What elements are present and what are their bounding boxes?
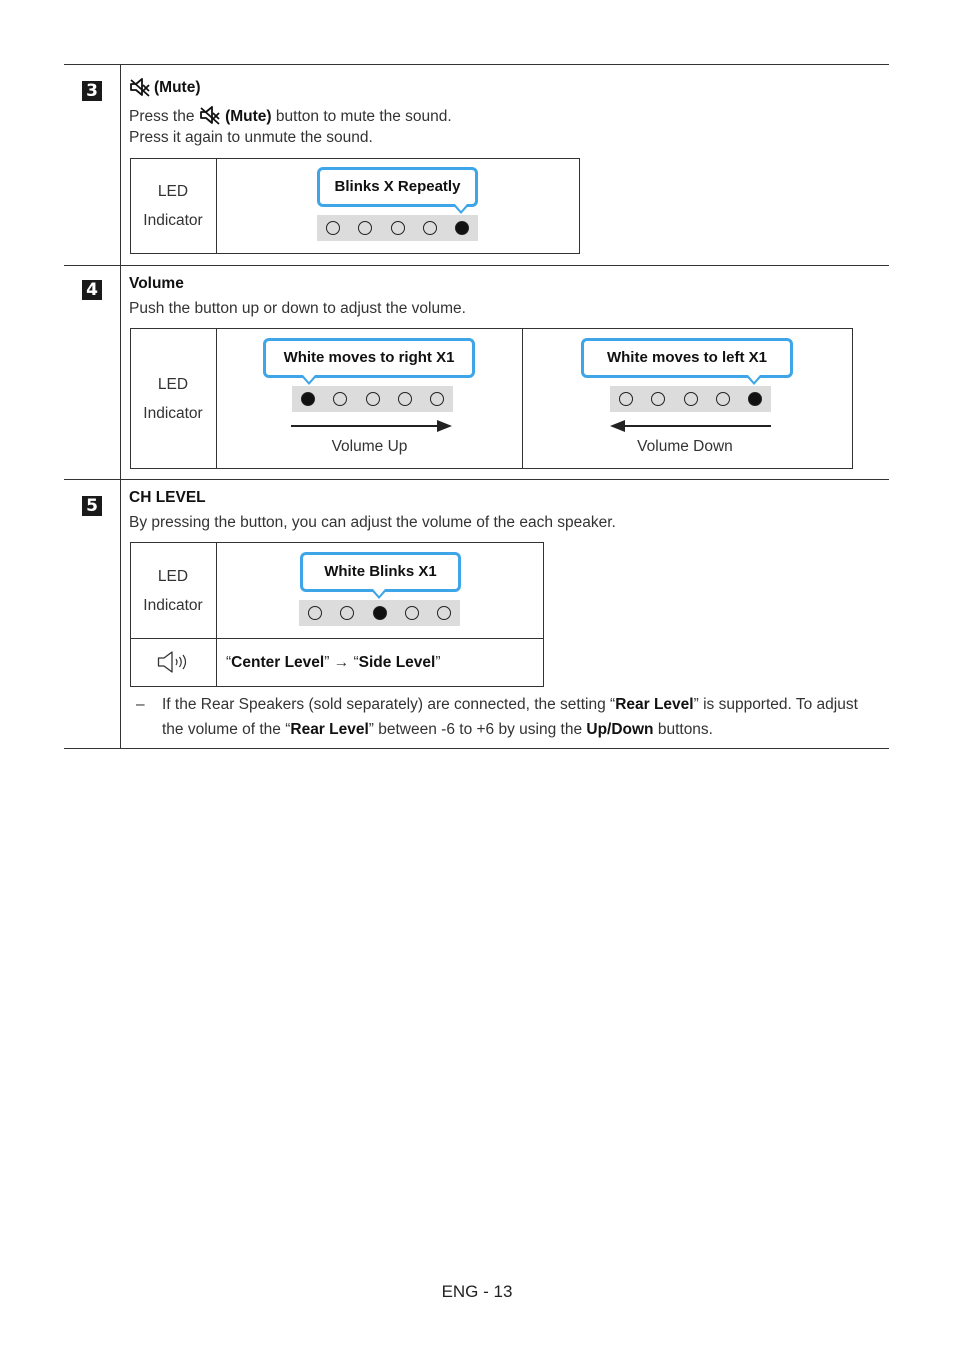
led-label xyxy=(130,562,216,620)
mute-icon xyxy=(129,76,151,103)
led-label-line1: LED xyxy=(157,183,189,200)
table-divider xyxy=(216,328,217,469)
row-divider xyxy=(64,265,889,266)
table-divider xyxy=(130,638,544,639)
led-dot-off xyxy=(391,221,405,235)
led-dot-off xyxy=(423,221,437,235)
led-dot-off xyxy=(366,392,380,406)
arrow-right-icon: → xyxy=(333,654,350,671)
note-text: If the Rear Speakers (sold separately) are connected, the setting “ xyxy=(162,696,616,713)
note-line2 xyxy=(162,721,713,739)
bottom-rule xyxy=(64,748,889,749)
section-number-5: 5 xyxy=(82,496,102,516)
led-label-line2: Indicator xyxy=(143,405,203,422)
led-label-line1: LED xyxy=(157,568,189,585)
led-label-line1: LED xyxy=(157,376,189,393)
led-dot-off xyxy=(308,606,322,620)
bubble-tail xyxy=(303,375,315,382)
led-dot-off xyxy=(437,606,451,620)
display-center-level: Center Level xyxy=(231,654,325,671)
note-text: ” is supported. To adjust xyxy=(693,696,858,713)
caption-volume-down: Volume Down xyxy=(637,438,733,455)
led-dot-off xyxy=(326,221,340,235)
section-title-volume: Volume xyxy=(129,275,184,292)
led-label xyxy=(130,370,216,428)
led-bubble-volume-up: White moves to right X1 xyxy=(263,338,475,378)
led-dot-off xyxy=(430,392,444,406)
led-bubble-volume-down: White moves to left X1 xyxy=(581,338,793,378)
section-desc-volume: Push the button up or down to adjust the volume. xyxy=(129,300,466,317)
table-divider xyxy=(522,328,523,469)
led-dot-lit xyxy=(301,392,315,406)
display-text-ch-level xyxy=(226,654,441,672)
led-dot-off xyxy=(651,392,665,406)
page-number: ENG - 13 xyxy=(441,1282,513,1301)
top-rule xyxy=(64,64,889,65)
note-text: the volume of the “ xyxy=(162,721,291,738)
caption-volume-up: Volume Up xyxy=(331,438,408,455)
table-divider xyxy=(216,542,217,687)
bubble-tail xyxy=(373,589,385,596)
section-desc-mute-line2: Press it again to unmute the sound. xyxy=(129,129,373,146)
led-label-line2: Indicator xyxy=(143,597,203,614)
led-label xyxy=(130,177,216,235)
bubble-tail xyxy=(748,375,760,382)
led-dot-off xyxy=(619,392,633,406)
led-strip-volume-down xyxy=(610,386,771,412)
note-bold: Rear Level xyxy=(615,696,694,713)
mute-icon xyxy=(199,104,221,131)
led-bubble-ch-level: White Blinks X1 xyxy=(300,552,461,592)
led-bubble-mute: Blinks X Repeatly xyxy=(317,167,478,207)
note-text: buttons. xyxy=(653,721,713,738)
led-dot-off xyxy=(405,606,419,620)
led-dot-lit xyxy=(455,221,469,235)
row-divider xyxy=(64,479,889,480)
led-dot-lit xyxy=(748,392,762,406)
quote: “ xyxy=(349,654,359,671)
desc-bold: (Mute) xyxy=(225,108,272,125)
led-strip-mute xyxy=(317,215,478,241)
table-divider xyxy=(216,158,217,254)
note-text: ” between -6 to +6 by using the xyxy=(368,721,587,738)
led-dot-off xyxy=(340,606,354,620)
quote: ” xyxy=(435,654,441,671)
led-strip-ch-level xyxy=(299,600,460,626)
note-dash: – xyxy=(136,696,145,713)
desc-text: Press the xyxy=(129,108,195,125)
bubble-tail xyxy=(455,204,467,211)
desc-text: button to mute the sound. xyxy=(275,108,452,125)
quote: ” xyxy=(324,654,334,671)
arrow-right-icon xyxy=(437,420,452,432)
arrow-left-icon xyxy=(610,420,625,432)
column-divider xyxy=(120,64,121,749)
section-desc-mute xyxy=(129,104,452,131)
led-dot-off xyxy=(333,392,347,406)
section-number-3: 3 xyxy=(82,81,102,101)
section-title-mute: (Mute) xyxy=(154,79,201,96)
section-title-ch-level: CH LEVEL xyxy=(129,489,206,506)
arrow-left-icon xyxy=(622,425,771,427)
led-dot-off xyxy=(398,392,412,406)
led-dot-off xyxy=(684,392,698,406)
note-line1 xyxy=(162,696,858,714)
section-number-4: 4 xyxy=(82,280,102,300)
display-side-level: Side Level xyxy=(358,654,436,671)
led-strip-volume-up xyxy=(292,386,453,412)
section-desc-ch-level: By pressing the button, you can adjust the volume of the each speaker. xyxy=(129,514,616,531)
quote: “ xyxy=(226,654,232,671)
led-label-line2: Indicator xyxy=(143,212,203,229)
note-bold: Up/Down xyxy=(586,721,654,738)
note-bold: Rear Level xyxy=(290,721,369,738)
led-dot-off xyxy=(358,221,372,235)
speaker-icon xyxy=(157,650,191,679)
arrow-right-icon xyxy=(291,425,441,427)
led-dot-off xyxy=(716,392,730,406)
led-dot-lit xyxy=(373,606,387,620)
